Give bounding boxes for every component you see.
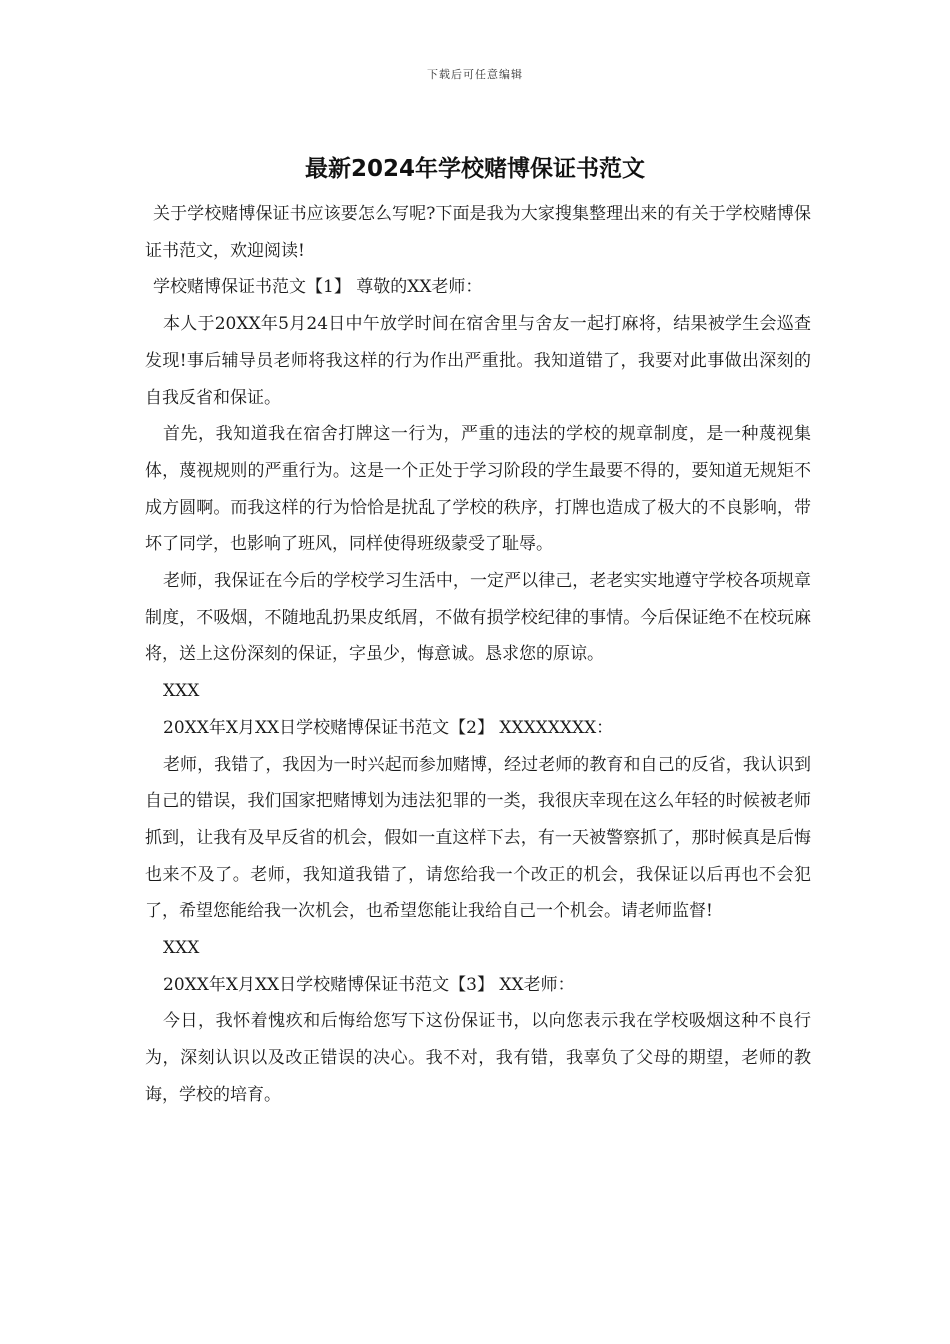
sample-1-heading: 学校赌博保证书范文【1】 尊敬的XX老师： xyxy=(153,277,483,298)
body-paragraph: 今日，我怀着愧疚和后悔给您写下这份保证书，以向您表示我在学校吸烟这种不良行为，深刻认识以及改正错误的决心。我不对，我有错，我辜负了父母的期望，老师的教诲，学校的培育。 xyxy=(145,1011,811,1105)
date-and-sample-2-heading: 20XX年X月XX日学校赌博保证书范文【2】 XXXXXXXX： xyxy=(163,717,614,738)
document-title: 最新2024年学校赌博保证书范文 xyxy=(304,156,645,182)
document-body xyxy=(145,196,811,1114)
intro-paragraph: 关于学校赌博保证书应该要怎么写呢?下面是我为大家搜集整理出来的有关于学校赌博保证书范文，欢迎阅读! xyxy=(145,204,811,261)
date-and-sample-3-heading: 20XX年X月XX日学校赌博保证书范文【3】 XX老师： xyxy=(163,974,575,995)
body-paragraph: 老师，我错了，我因为一时兴起而参加赌博，经过老师的教育和自己的反省，我认识到自己的错误，我们国家把赌博划为违法犯罪的一类，我很庆幸现在这么年轻的时候被老师抓到，让我有及早反省的机会，假如一直这样下去，有一天被警察抓了，那时候真是后悔也来不及了。老师，我知道我错了，请您给我一个改正的机会，我保证以后再也不会犯了，希望您能给我一次机会，也希望您能让我给自己一个机会。请老师监督! xyxy=(145,754,811,922)
body-paragraph: 老师，我保证在今后的学校学习生活中，一定严以律己，老老实实地遵守学校各项规章制度，不吸烟，不随地乱扔果皮纸屑，不做有损学校纪律的事情。今后保证绝不在校玩麻将，送上这份深刻的保证，字虽少，悔意诚。恳求您的原谅。 xyxy=(145,571,811,665)
signature: XXX xyxy=(163,938,200,959)
header-note: 下载后可任意编辑 xyxy=(427,68,523,81)
body-paragraph: 本人于20XX年5月24日中午放学时间在宿舍里与舍友一起打麻将，结果被学生会巡查发现!事后辅导员老师将我这样的行为作出严重批。我知道错了，我要对此事做出深刻的自我反省和保证。 xyxy=(145,314,811,408)
body-paragraph: 首先，我知道我在宿舍打牌这一行为，严重的违法的学校的规章制度，是一种蔑视集体，蔑视规则的严重行为。这是一个正处于学习阶段的学生最要不得的，要知道无规矩不成方圆啊。而我这样的行为恰恰是扰乱了学校的秩序，打牌也造成了极大的不良影响，带坏了同学，也影响了班风，同样使得班级蒙受了耻辱。 xyxy=(145,424,811,555)
signature: XXX xyxy=(163,681,200,702)
